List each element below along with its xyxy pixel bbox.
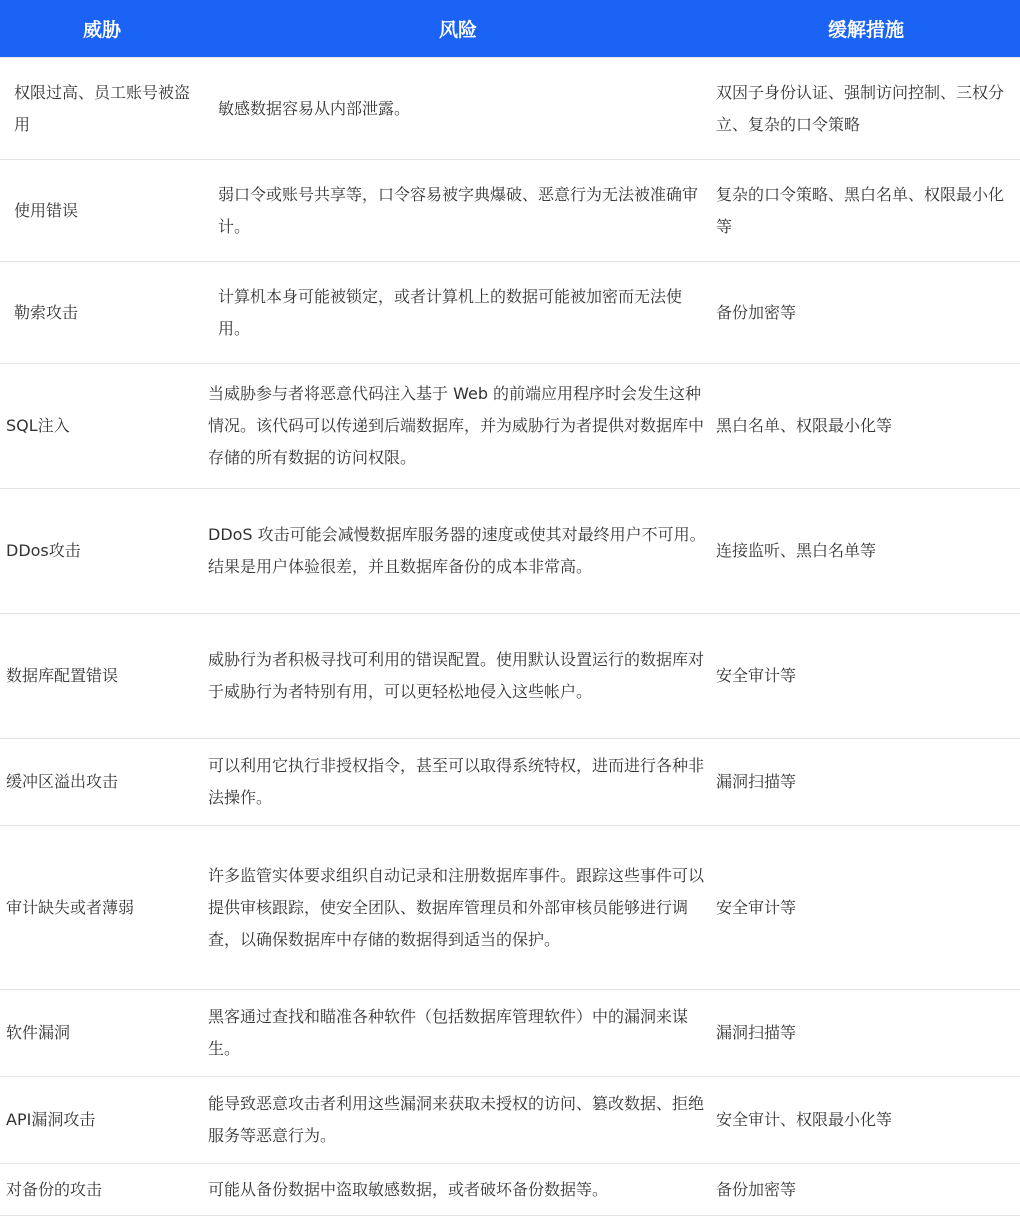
risk-cell: 可以利用它执行非授权指令，甚至可以取得系统特权，进而进行各种非法操作。	[204, 739, 712, 826]
threat-cell: 勒索攻击	[0, 262, 204, 364]
risk-cell: 黑客通过查找和瞄准各种软件（包括数据库管理软件）中的漏洞来谋生。	[204, 990, 712, 1077]
threat-cell: 权限过高、员工账号被盗用	[0, 58, 204, 160]
mitigation-cell: 漏洞扫描等	[712, 990, 1020, 1077]
threat-cell: 对备份的攻击	[0, 1164, 204, 1216]
table-row	[0, 160, 1020, 262]
table-row	[0, 826, 1020, 990]
table-row	[0, 262, 1020, 364]
mitigation-cell: 黑白名单、权限最小化等	[712, 364, 1020, 489]
table-row	[0, 364, 1020, 489]
mitigation-cell: 安全审计、权限最小化等	[712, 1077, 1020, 1164]
mitigation-cell: 安全审计等	[712, 826, 1020, 990]
table-row	[0, 739, 1020, 826]
mitigation-cell: 连接监听、黑白名单等	[712, 489, 1020, 614]
risk-cell: 计算机本身可能被锁定，或者计算机上的数据可能被加密而无法使用。	[204, 262, 712, 364]
mitigation-cell: 复杂的口令策略、黑白名单、权限最小化等	[712, 160, 1020, 262]
table-row	[0, 1164, 1020, 1216]
risk-cell: 威胁行为者积极寻找可利用的错误配置。使用默认设置运行的数据库对于威胁行为者特别有用，可以更轻松地侵入这些帐户。	[204, 614, 712, 739]
table-row	[0, 58, 1020, 160]
table-row	[0, 614, 1020, 739]
table-row	[0, 990, 1020, 1077]
risk-cell: DDoS 攻击可能会减慢数据库服务器的速度或使其对最终用户不可用。结果是用户体验很差，并且数据库备份的成本非常高。	[204, 489, 712, 614]
mitigation-cell: 双因子身份认证、强制访问控制、三权分立、复杂的口令策略	[712, 58, 1020, 160]
threat-cell: SQL注入	[0, 364, 204, 489]
risk-cell: 可能从备份数据中盗取敏感数据，或者破坏备份数据等。	[204, 1164, 712, 1216]
risk-cell: 弱口令或账号共享等，口令容易被字典爆破、恶意行为无法被准确审计。	[204, 160, 712, 262]
threat-cell: DDos攻击	[0, 489, 204, 614]
mitigation-cell: 备份加密等	[712, 1164, 1020, 1216]
table-row	[0, 489, 1020, 614]
mitigation-cell: 安全审计等	[712, 614, 1020, 739]
header-mitigation: 缓解措施	[712, 0, 1020, 58]
mitigation-cell: 漏洞扫描等	[712, 739, 1020, 826]
threat-cell: 数据库配置错误	[0, 614, 204, 739]
threat-cell: 软件漏洞	[0, 990, 204, 1077]
threat-cell: 缓冲区溢出攻击	[0, 739, 204, 826]
risk-cell: 敏感数据容易从内部泄露。	[204, 58, 712, 160]
threat-cell: API漏洞攻击	[0, 1077, 204, 1164]
threat-cell: 使用错误	[0, 160, 204, 262]
mitigation-cell: 备份加密等	[712, 262, 1020, 364]
table-row	[0, 1077, 1020, 1164]
risk-cell: 当威胁参与者将恶意代码注入基于 Web 的前端应用程序时会发生这种情况。该代码可以传递到后端数据库，并为威胁行为者提供对数据库中存储的所有数据的访问权限。	[204, 364, 712, 489]
risk-cell: 能导致恶意攻击者利用这些漏洞来获取未授权的访问、篡改数据、拒绝服务等恶意行为。	[204, 1077, 712, 1164]
header-threat: 威胁	[0, 0, 204, 58]
threat-cell: 审计缺失或者薄弱	[0, 826, 204, 990]
header-risk: 风险	[204, 0, 712, 58]
table-header-row	[0, 0, 1020, 58]
risk-cell: 许多监管实体要求组织自动记录和注册数据库事件。跟踪这些事件可以提供审核跟踪，使安全团队、数据库管理员和外部审核员能够进行调查，以确保数据库中存储的数据得到适当的保护。	[204, 826, 712, 990]
